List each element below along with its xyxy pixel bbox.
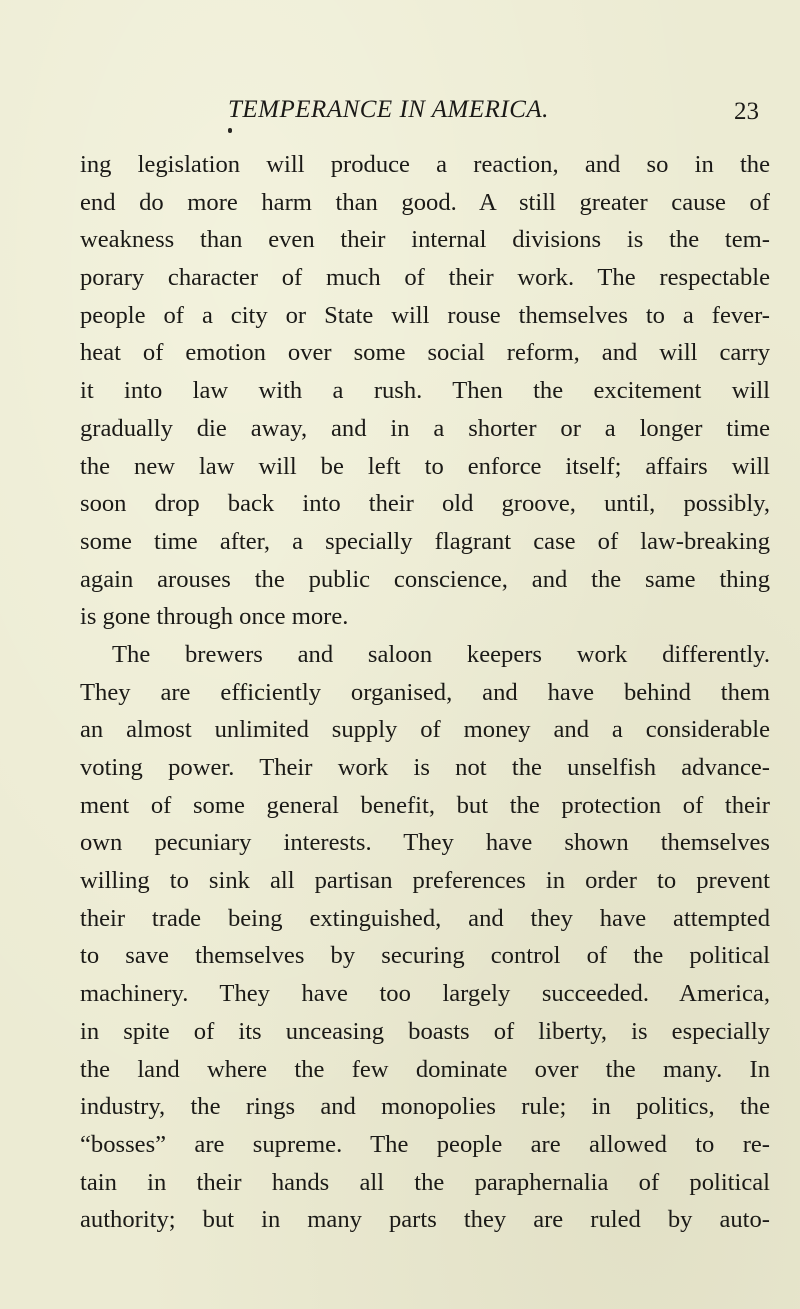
text-line: end do more harm than good. A still greater cause of bbox=[80, 188, 770, 216]
text-line: own pecuniary interests. They have shown themselves bbox=[80, 829, 770, 857]
text-line: tain in their hands all the paraphernalia of political bbox=[80, 1168, 770, 1196]
text-line: gradually die away, and in a shorter or a longer time bbox=[80, 414, 770, 442]
paragraph-first-line: The brewers and saloon keepers work differently. bbox=[112, 640, 770, 668]
text-line: “bosses” are supreme. The people are allowed to re- bbox=[80, 1130, 770, 1158]
text-line: authority; but in many parts they are ruled by auto- bbox=[80, 1206, 770, 1234]
paragraph-last-line: is gone through once more. bbox=[80, 603, 349, 631]
text-line: machinery. They have too largely succeeded. America, bbox=[80, 980, 770, 1008]
text-line: voting power. Their work is not the unselfish advance- bbox=[80, 754, 770, 781]
text-line: again arouses the public conscience, and the same thing bbox=[80, 565, 770, 593]
text-line: to save themselves by securing control of the political bbox=[80, 942, 770, 970]
body-text bbox=[80, 146, 770, 1239]
text-line: the land where the few dominate over the many. In bbox=[80, 1055, 770, 1083]
text-line: ment of some general benefit, but the protection of their bbox=[80, 791, 770, 819]
text-line: ing legislation will produce a reaction, and so in the bbox=[80, 151, 770, 178]
text-line: industry, the rings and monopolies rule; in politics, the bbox=[80, 1093, 770, 1121]
text-line: weakness than even their internal divisions is the tem- bbox=[80, 226, 770, 254]
text-line: They are efficiently organised, and have behind them bbox=[80, 678, 770, 706]
running-head bbox=[0, 96, 800, 130]
text-line: in spite of its unceasing boasts of liberty, is especially bbox=[80, 1017, 770, 1045]
text-line: porary character of much of their work. The respectable bbox=[80, 264, 770, 292]
text-line: it into law with a rush. Then the excitement will bbox=[80, 377, 770, 405]
page-number: 23 bbox=[734, 98, 759, 125]
running-title: TEMPERANCE IN AMERICA. bbox=[228, 96, 549, 123]
text-line: willing to sink all partisan preferences in order to prevent bbox=[80, 867, 770, 895]
text-line: the new law will be left to enforce itself; affairs will bbox=[80, 452, 770, 480]
printer-mark bbox=[228, 128, 232, 133]
text-line: heat of emotion over some social reform, and will carry bbox=[80, 339, 770, 367]
text-line: their trade being extinguished, and they have attempted bbox=[80, 904, 770, 932]
text-line: soon drop back into their old groove, until, possibly, bbox=[80, 490, 770, 518]
text-line: some time after, a specially flagrant case of law-breaking bbox=[80, 527, 770, 555]
text-line: an almost unlimited supply of money and a considerable bbox=[80, 716, 770, 744]
text-line: people of a city or State will rouse themselves to a fever- bbox=[80, 301, 770, 329]
